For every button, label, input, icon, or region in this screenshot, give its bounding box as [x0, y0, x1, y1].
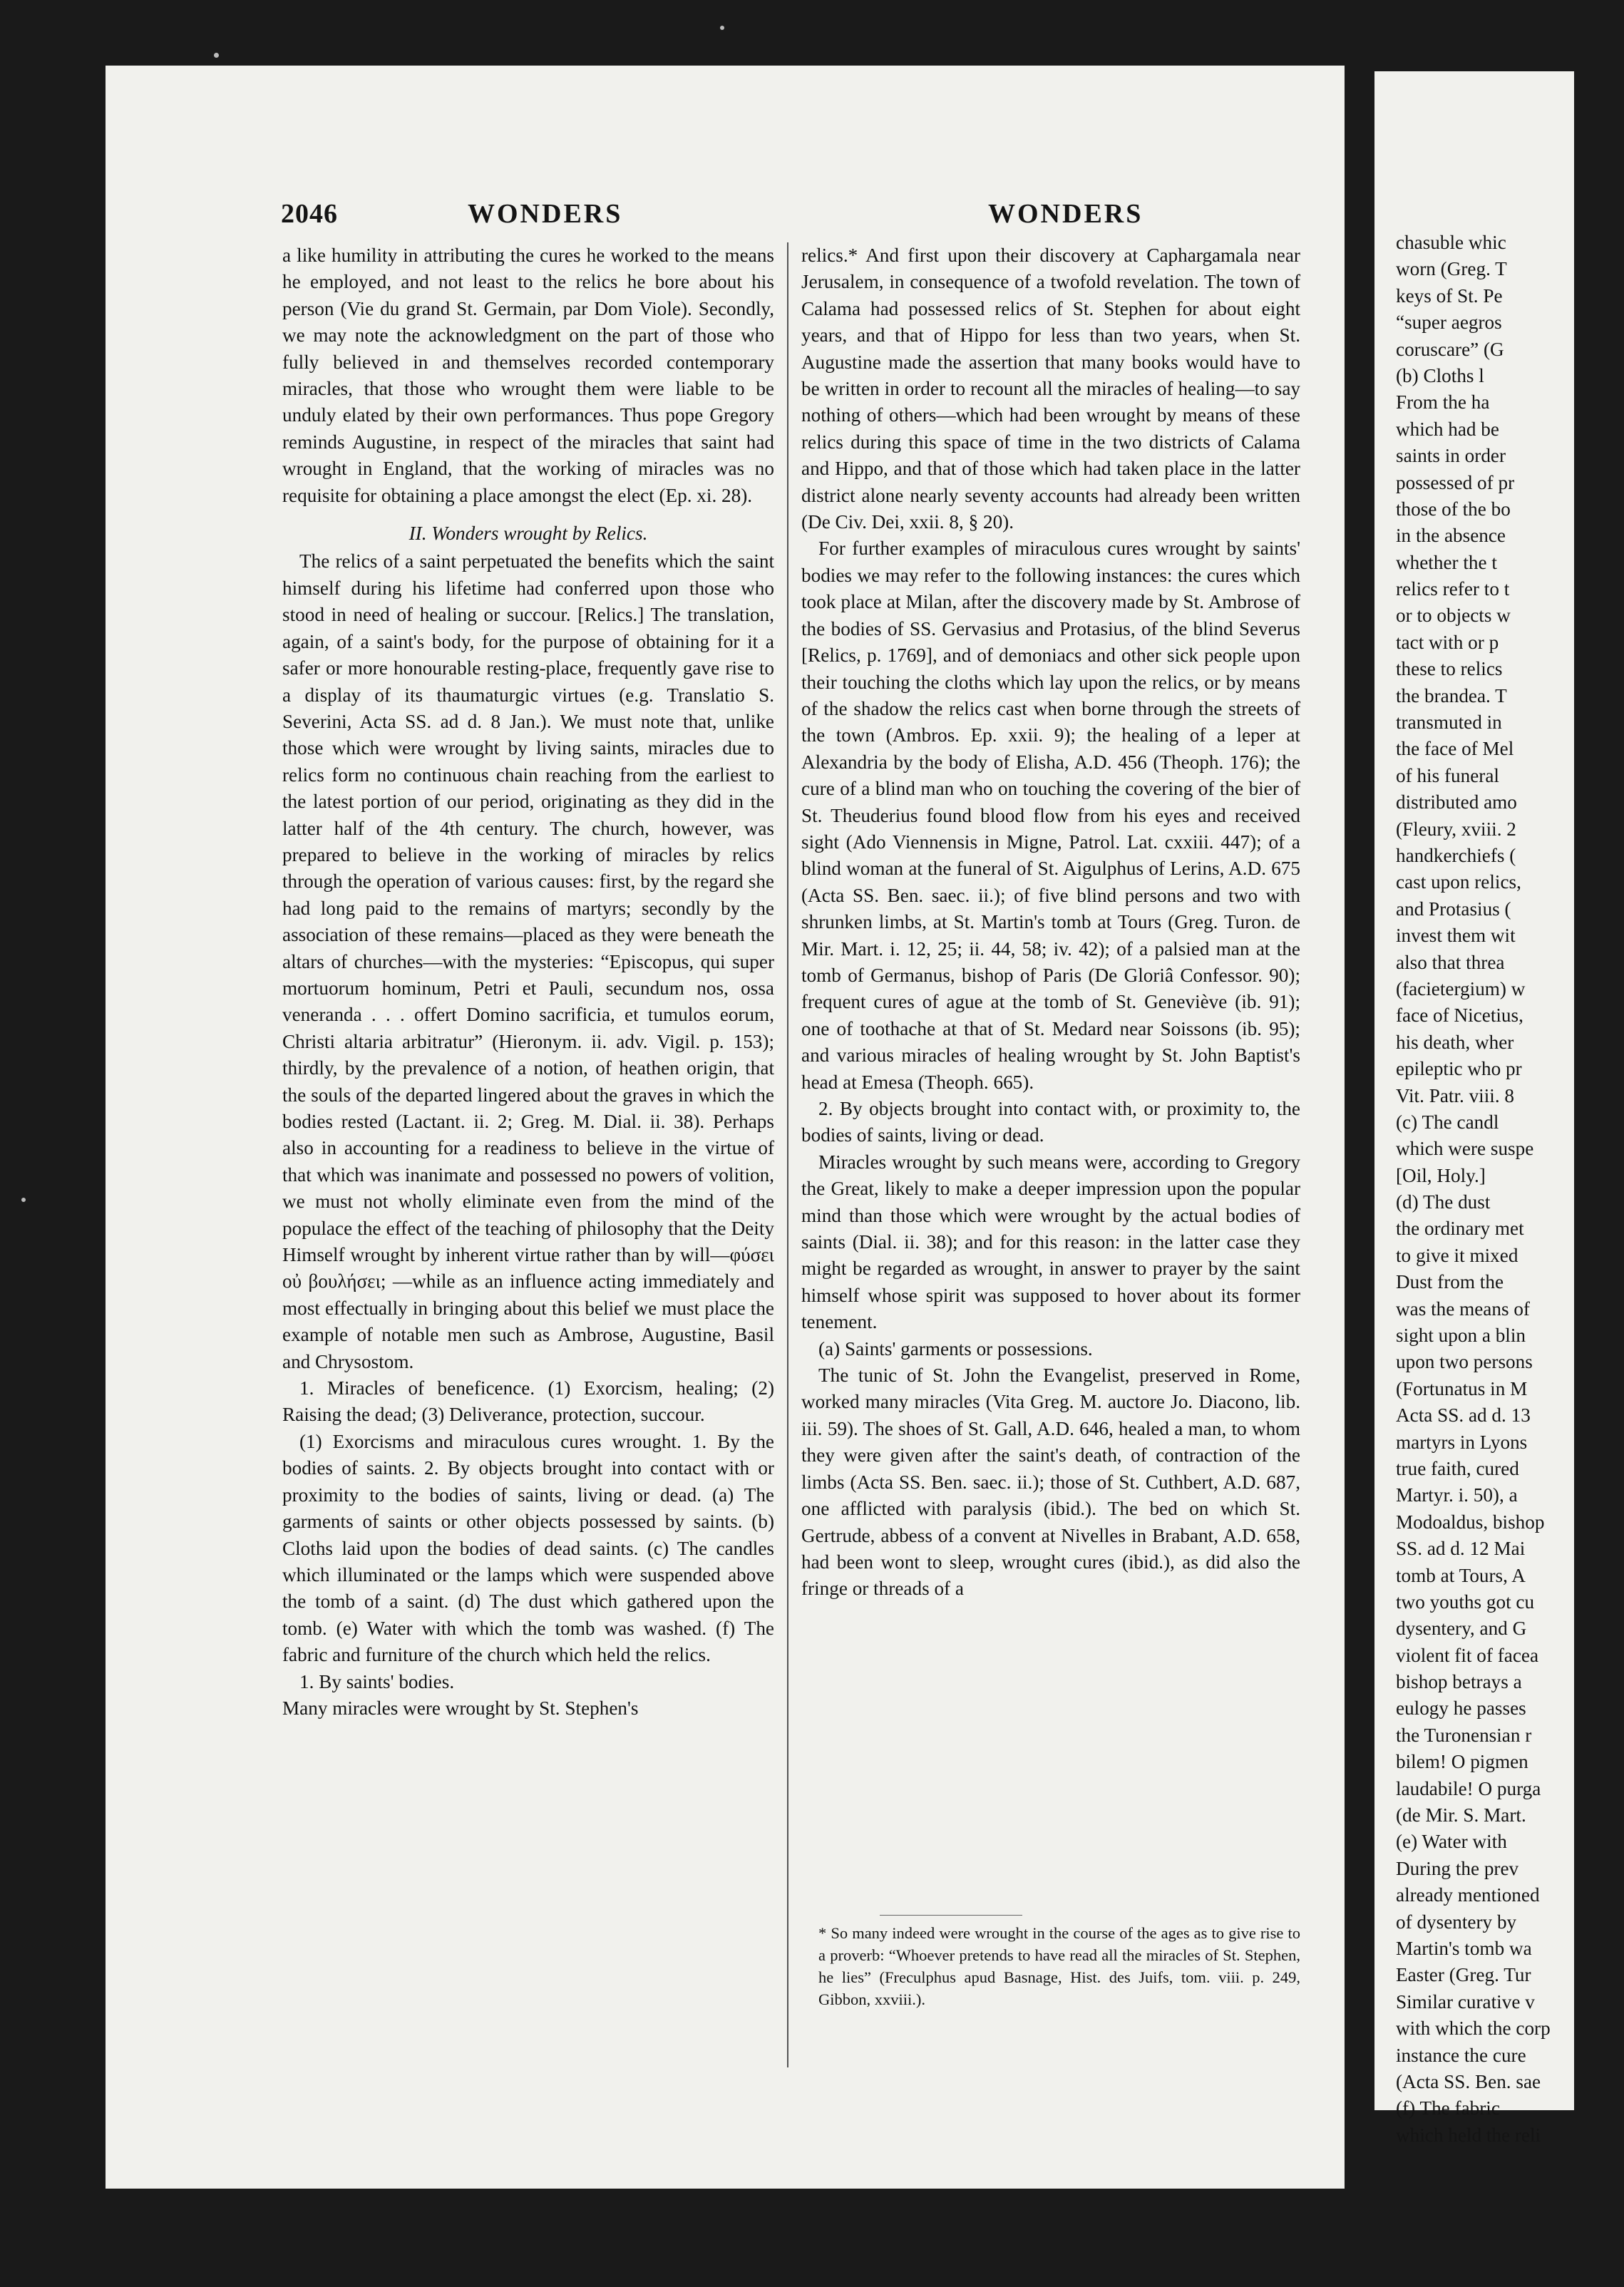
fragment-line: also that threa	[1396, 951, 1505, 973]
fragment-line: relics refer to t	[1396, 578, 1510, 600]
fragment-line: (Acta SS. Ben. sae	[1396, 2070, 1541, 2092]
fragment-line: Easter (Greg. Tur	[1396, 1964, 1531, 1986]
section-heading: II. Wonders wrought by Relics.	[408, 523, 648, 545]
scan-speck-3	[21, 1198, 26, 1202]
fragment-line: coruscare” (G	[1396, 338, 1504, 360]
right-column	[801, 242, 1300, 1603]
fragment-line: (f) The fabric	[1396, 2097, 1500, 2119]
adjacent-page-fragment	[1374, 71, 1574, 2146]
fragment-line: “super aegros	[1396, 312, 1502, 334]
fragment-line: keys of St. Pe	[1396, 284, 1503, 307]
fragment-line: distributed amo	[1396, 791, 1517, 813]
fragment-line: dysentery, and G	[1396, 1618, 1527, 1640]
fragment-line: martyrs in Lyons	[1396, 1431, 1528, 1453]
fragment-line: [Oil, Holy.]	[1396, 1164, 1486, 1186]
running-head	[106, 198, 1345, 234]
fragment-line: Similar curative v	[1396, 1990, 1535, 2013]
fragment-line: SS. ad d. 12 Mai	[1396, 1538, 1526, 1560]
paragraph: a like humility in attributing the cures he worked to the means he employed, and not least to the relics he bore about his person (Vie du grand St. Germain, par Dom Viole). Secondly, we may note the acknowledgment on the part of those who fully believed in and themselves recorded contemporary miracles, that those who wrought them were liable to be unduly elated by their own performances. Thus pope Gregory reminds Augustine, in respect of the miracles that saint had wrought in England, that the working of miracles was no requisite for obtaining a place amongst the elect (Ep. xi. 28).	[282, 245, 774, 506]
fragment-line: the face of Mel	[1396, 738, 1514, 760]
adjacent-page-column	[1396, 230, 1624, 2149]
scanned-page	[106, 66, 1345, 2189]
fragment-line: those of the bo	[1396, 498, 1511, 520]
fragment-line: From the ha	[1396, 391, 1490, 413]
fragment-line: bishop betrays a	[1396, 1671, 1522, 1693]
fragment-line: saints in order	[1396, 445, 1506, 467]
fragment-line: tomb at Tours, A	[1396, 1564, 1526, 1586]
fragment-line: the ordinary met	[1396, 1218, 1524, 1240]
paragraph: (a) Saints' garments or possessions.	[818, 1337, 1093, 1360]
fragment-line: face of Nicetius,	[1396, 1004, 1523, 1027]
footnote: * So many indeed were wrought in the course of the ages as to give rise to a proverb: “Whoever pretends to have read all the miracles of St. Stephen, he lies” (Freculphus apud Basnage, Hist. des Juifs, tom. viii. p. 249, Gibbon, xxviii.).	[818, 1924, 1300, 2008]
fragment-line: (d) The dust	[1396, 1191, 1491, 1213]
fragment-line: already mentioned	[1396, 1884, 1540, 1906]
fragment-line: Martin's tomb wa	[1396, 1938, 1532, 1959]
fragment-line: (de Mir. S. Mart.	[1396, 1804, 1526, 1826]
fragment-line: chasuble whic	[1396, 232, 1506, 253]
fragment-line: handkerchiefs (	[1396, 844, 1516, 866]
paragraph: Many miracles were wrought by St. Stephen's	[282, 1697, 639, 1719]
fragment-line: instance the cure	[1396, 2044, 1526, 2066]
fragment-line: During the prev	[1396, 1857, 1519, 1879]
fragment-line: eulogy he passes	[1396, 1697, 1526, 1720]
fragment-line: Martyr. i. 50), a	[1396, 1484, 1518, 1506]
paragraph: The relics of a saint perpetuated the benefits which the saint himself during his lifetime had conferred upon those who stood in need of healing or succour. [Relics.] The translation, again, of a saint's body, for the purpose of obtaining for it a safer or more honourable resting-place, frequently gave rise to a display of its thaumaturgic virtues (e.g. Translatio S. Severini, Acta SS. ad d. 8 Jan.). We must note that, unlike those which were wrought by living saints, miracles due to relics form no continuous chain reaching from the earliest to the latest portion of our period, originating as they did in the latter half of the 4th century. The church, however, was prepared to believe in the working of miracles by relics through the operation of various causes: first, by the regard she had long paid to the remains of martyrs; secondly by the association of these remains—placed as they were beneath the altars of churches—with the mysteries: “Episcopus, qui super mortuorum hominum, Petri et Pauli, secundum nos, ossa veneranda . . . offert Domino sacrificia, et tumulos eorum, Christi altaria arbitratur” (Hieronym. ii. adv. Vigil. p. 153); thirdly, by the prevalence of a notion, of heathen origin, that the souls of the departed lingered about the graves in which the bodies rested (Lactant. ii. 2; Greg. M. Dial. ii. 38). Perhaps also in accounting for a readiness to believe in the virtue of that which was inanimate and possessed no powers of volition, we must not wholly eliminate even from the mind of the populace the effect of the teaching of philosophy that the Deity Himself wrought by inherent virtue rather than by will—φύσει οὐ βουλήσει; —while as an influence acting immediately and most effectually in bringing about this belief we must place the example of notable men such as Ambrose, Augustine, Basil and Chrysostom.	[282, 550, 774, 1372]
fragment-line: which had be	[1396, 418, 1499, 440]
fragment-line: sight upon a blin	[1396, 1325, 1526, 1347]
fragment-line: with which the corp	[1396, 2018, 1551, 2040]
paragraph: For further examples of miraculous cures wrought by saints' bodies we may refer to the following instances: the cures which took place at Milan, after the discovery made by St. Ambrose of the bodies of SS. Gervasius and Protasius, of the blind Severus [Relics, p. 1769], and of demoniacs and other sick people upon their touching the cloths which lay upon the relics, or by means of the shadow the relics cast when borne through the streets of the town (Ambros. Ep. xxii. 9); the healing of a leper at Alexandria by the body of Elisha, A.D. 456 (Theoph. 176); the cure of a blind man who on touching the covering of the bier of St. Theuderius found blood flow from his eyes and received sight (Ado Viennensis in Migne, Patrol. Lat. cxxiii. 447); of a blind woman at the funeral of St. Aigulphus of Lerins, A.D. 675 (Acta SS. Ben. saec. ii.); of five blind persons and two with shrunken limbs, at St. Martin's tomb at Tours (Greg. Turon. de Mir. Mart. i. 12, 25; ii. 44, 58; iv. 42); of a palsied man at the tomb of Germanus, bishop of Paris (De Gloriâ Confessor. 90); frequent cures of ague at the tomb of St. Geneviève (ib. 91); one of toothache at that of St. Medard near Soissons (ib. 95); and various miracles of healing wrought by St. John Baptist's head at Emesa (Theoph. 665).	[801, 538, 1300, 1093]
fragment-line: laudabile! O purga	[1396, 1777, 1541, 1799]
fragment-line: (e) Water with	[1396, 1831, 1507, 1853]
scan-speck-2	[720, 26, 724, 30]
fragment-line: which were suspe	[1396, 1138, 1534, 1160]
fragment-line: possessed of pr	[1396, 471, 1515, 493]
fragment-line: Dust from the	[1396, 1271, 1504, 1293]
fragment-line: epileptic who pr	[1396, 1058, 1522, 1080]
paragraph: The tunic of St. John the Evangelist, preserved in Rome, worked many miracles (Vita Greg. M. auctore Jo. Diacono, lib. iii. 59). The shoes of St. Gall, A.D. 646, healed a man, to whom they were given after the saint's death, of contraction of the limbs (Acta SS. Ben. saec. ii.); those of St. Cuthbert, A.D. 687, one afflicted with paralysis (ibid.). The bed on which St. Gertrude, abbess of a convent at Nivelles in Brabant, A.D. 658, had been wont to sleep, wrought cures (ibid.), as did also the fringe or threads of a	[801, 1365, 1300, 1600]
paragraph: Miracles wrought by such means were, according to Gregory the Great, likely to make a deeper impression upon the popular mind than those which were wrought by the actual bodies of saints (Dial. ii. 38); and for this reason: in the latter case they might be regarded as wrought, in answer to prayer by the saint himself whose spirit was supposed to hover about its former tenement.	[801, 1151, 1300, 1333]
fragment-line: bilem! O pigmen	[1396, 1751, 1528, 1773]
fragment-line: these to relics	[1396, 658, 1503, 680]
fragment-line: violent fit of facea	[1396, 1644, 1539, 1666]
fragment-line: transmuted in	[1396, 711, 1502, 734]
fragment-line: of dysentery by	[1396, 1911, 1517, 1933]
fragment-line: (Fleury, xviii. 2	[1396, 818, 1516, 840]
scan-speck-1	[214, 53, 219, 58]
fragment-line: the brandea. T	[1396, 684, 1507, 706]
fragment-line: in the absence	[1396, 525, 1506, 547]
running-title-right: WONDERS	[988, 199, 1144, 229]
fragment-line: his death, wher	[1396, 1031, 1514, 1053]
fragment-line: true faith, cured	[1396, 1457, 1519, 1479]
fragment-line: which held the reli	[1396, 2124, 1541, 2146]
fragment-line: cast upon relics,	[1396, 871, 1521, 893]
fragment-line: (facietergium) w	[1396, 977, 1526, 999]
fragment-line: invest them wit	[1396, 925, 1516, 947]
fragment-line: (b) Cloths l	[1396, 364, 1484, 386]
paragraph: relics.* And first upon their discovery at Caphargamala near Jerusalem, in consequence of a twofold revelation. The town of Calama had possessed relics of St. Stephen for about eight years, and that of Hippo for less than two years, when St. Augustine made the assertion that many books would have to be written in order to recount all the miracles of healing—to say nothing of others—which had been wrought by means of these relics during this space of time in the two districts of Calama and Hippo, and that of those which had taken place in the latter district alone nearly seventy accounts had already been written (De Civ. Dei, xxii. 8, § 20).	[801, 245, 1300, 533]
page-number: 2046	[281, 199, 338, 229]
column-rule	[787, 242, 788, 2067]
fragment-line: (Fortunatus in M	[1396, 1377, 1528, 1399]
paragraph: (1) Exorcisms and miraculous cures wrought. 1. By the bodies of saints. 2. By objects brought into contact with or proximity to the bodies of saints, living or dead. (a) The garments of saints or other objects possessed by saints. (b) Cloths laid upon the bodies of dead saints. (c) The candles which illuminated or the lamps which were suspended above the tomb of a saint. (d) The dust which gathered upon the tomb. (e) Water with which the tomb was washed. (f) The fabric and furniture of the church which held the relics.	[282, 1430, 774, 1666]
fragment-line: was the means of	[1396, 1297, 1530, 1320]
fragment-line: Acta SS. ad d. 13	[1396, 1404, 1531, 1427]
fragment-line: of his funeral	[1396, 764, 1499, 786]
running-title-left: WONDERS	[468, 199, 623, 229]
footnote-rule	[880, 1915, 1022, 1916]
fragment-line: tact with or p	[1396, 631, 1499, 653]
fragment-line: Vit. Patr. viii. 8	[1396, 1084, 1515, 1106]
paragraph: 1. By saints' bodies.	[299, 1670, 455, 1692]
fragment-line: upon two persons	[1396, 1351, 1533, 1373]
fragment-line: worn (Greg. T	[1396, 258, 1507, 280]
fragment-line: the Turonensian r	[1396, 1724, 1532, 1746]
fragment-line: to give it mixed	[1396, 1244, 1518, 1266]
fragment-line: Modoaldus, bishop	[1396, 1511, 1545, 1533]
paragraph: 1. Miracles of beneficence. (1) Exorcism, healing; (2) Raising the dead; (3) Deliverance, protection, succour.	[282, 1377, 774, 1426]
fragment-line: whether the t	[1396, 551, 1497, 573]
fragment-line: (c) The candl	[1396, 1111, 1499, 1133]
fragment-line: two youths got cu	[1396, 1590, 1535, 1613]
fragment-line: and Protasius (	[1396, 898, 1511, 920]
fragment-line: or to objects w	[1396, 605, 1511, 627]
left-column	[282, 242, 774, 1722]
paragraph: 2. By objects brought into contact with, or proximity to, the bodies of saints, living or dead.	[801, 1098, 1300, 1146]
